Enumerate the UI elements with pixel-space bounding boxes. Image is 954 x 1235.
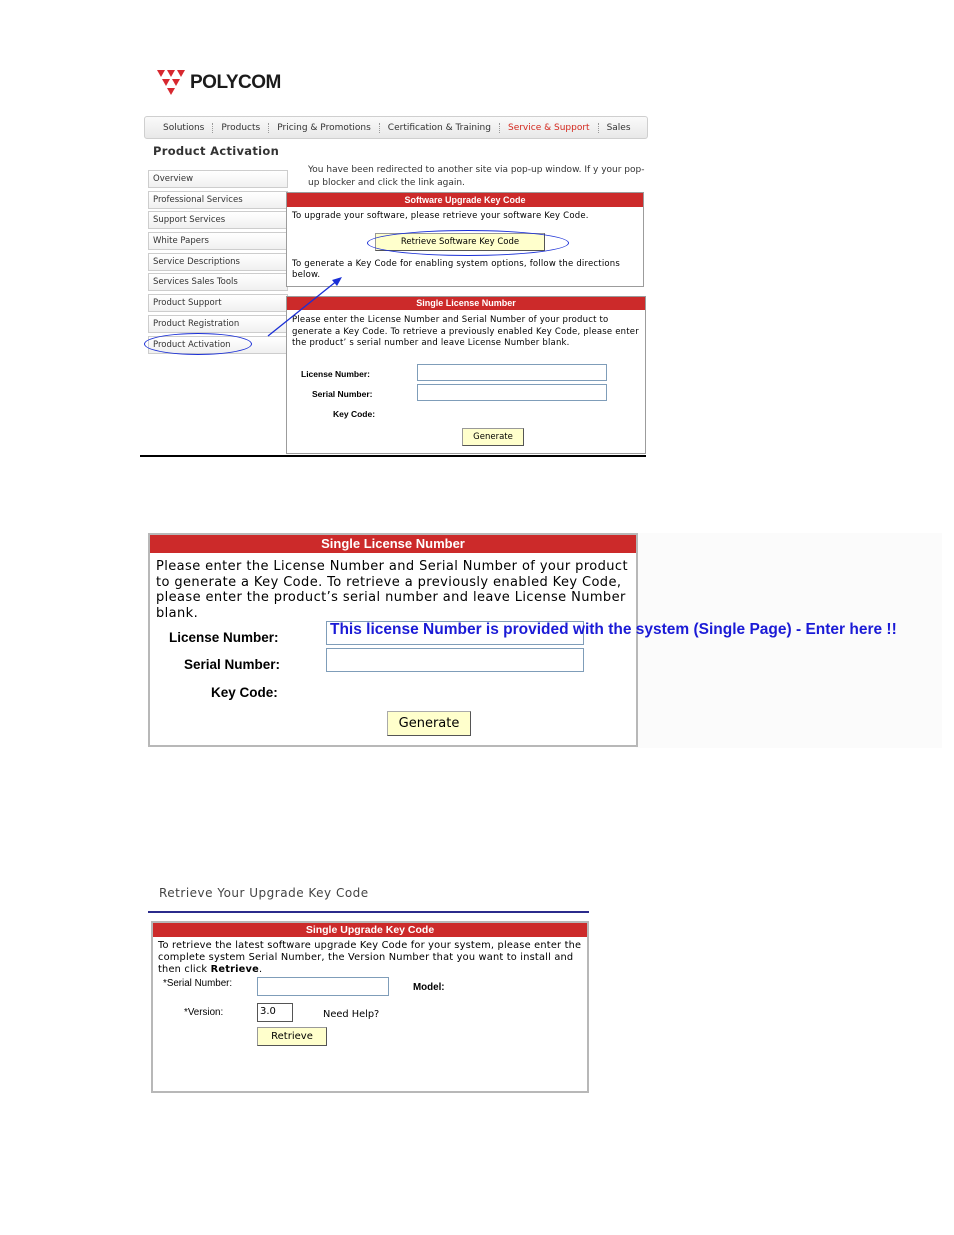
generate-button[interactable]: Generate — [387, 711, 471, 736]
instructions-bold: Retrieve — [210, 964, 259, 975]
sidebar-item-overview[interactable]: Overview — [148, 170, 288, 188]
key-code-label: Key Code: — [333, 409, 376, 419]
screenshot-bottom-border — [140, 455, 646, 457]
serial-number-label: Serial Number: — [312, 389, 373, 399]
panel-intro: To upgrade your software, please retrieve your software Key Code. — [292, 211, 589, 221]
nav-products[interactable]: Products — [213, 123, 269, 133]
sidebar-item-professional-services[interactable]: Professional Services — [148, 191, 288, 209]
serial-number-label: Serial Number: — [184, 657, 281, 672]
generate-button[interactable]: Generate — [462, 428, 524, 446]
sidebar-item-product-activation[interactable]: Product Activation — [148, 336, 288, 354]
page-title: Product Activation — [153, 144, 280, 158]
instructions-end: . — [258, 964, 263, 975]
serial-number-label: *Serial Number: — [163, 978, 233, 989]
sidebar-item-service-descriptions[interactable]: Service Descriptions — [148, 253, 288, 271]
panel-instructions — [158, 940, 583, 976]
panel-title: Software Upgrade Key Code — [287, 193, 643, 207]
license-number-callout: This license Number is provided with the system (Single Page) - Enter here !! — [330, 621, 897, 638]
panel-title: Single License Number — [150, 535, 636, 553]
key-code-label: Key Code: — [211, 685, 278, 700]
retrieve-button[interactable]: Retrieve — [257, 1027, 327, 1046]
license-number-input[interactable] — [417, 364, 607, 381]
retrieve-software-key-code-button[interactable]: Retrieve Software Key Code — [375, 233, 545, 251]
license-number-label: License Number: — [169, 630, 279, 645]
need-help-link[interactable]: Need Help? — [323, 1009, 380, 1020]
retrieve-page-title: Retrieve Your Upgrade Key Code — [159, 886, 369, 900]
model-label: Model: — [413, 982, 445, 993]
nav-certification-training[interactable]: Certification & Training — [380, 123, 500, 133]
redirect-notice: You have been redirected to another site via pop-up window. If y your pop-up blocker and click the link again. — [308, 165, 645, 188]
serial-number-input[interactable] — [257, 977, 389, 996]
panel-note: To generate a Key Code for enabling system options, follow the directions below. — [292, 259, 621, 280]
logo-wordmark: POLYCOM — [190, 72, 281, 93]
single-license-panel — [148, 533, 638, 747]
callout-background — [636, 533, 942, 748]
title-divider — [148, 911, 589, 913]
annotation-arrow — [260, 273, 350, 343]
product-activation-screenshot — [140, 113, 648, 457]
panel-instructions: Please enter the License Number and Serial Number of your product to generate a Key Code. To retrieve a previously enabled Key Code, please enter the product’s serial number and leave License Number blank. — [156, 559, 628, 621]
sidebar-item-white-papers[interactable]: White Papers — [148, 232, 288, 250]
panel-instructions: Please enter the License Number and Serial Number of your product to generate a Key Code. To retrieve a previously enabled Key Code, please enter the product’ s serial number and leave License Number blank. — [292, 315, 639, 348]
nav-pricing-promotions[interactable]: Pricing & Promotions — [269, 123, 380, 133]
version-label: *Version: — [184, 1007, 224, 1018]
sidebar-item-services-sales-tools[interactable]: Services Sales Tools — [148, 273, 288, 291]
sidebar-item-product-registration[interactable]: Product Registration — [148, 315, 288, 333]
polycom-logo — [155, 68, 290, 100]
version-input[interactable]: 3.0 — [257, 1003, 293, 1022]
annotation-circle-retrieve-button — [367, 230, 569, 256]
nav-service-support[interactable]: Service & Support — [500, 123, 599, 133]
sidebar-item-support-services[interactable]: Support Services — [148, 211, 288, 229]
license-number-label: License Number: — [301, 369, 370, 379]
serial-number-input[interactable] — [417, 384, 607, 401]
single-upgrade-key-code-panel — [151, 921, 589, 1093]
nav-sales[interactable]: Sales — [606, 122, 631, 133]
polycom-triangle-icon — [155, 68, 187, 98]
instructions-text: To retrieve the latest software upgrade Key Code for your system, please enter the complete system Serial Number, the Version Number that you want to install and then click — [158, 940, 582, 975]
panel-title: Single License Number — [287, 297, 645, 310]
serial-number-input[interactable] — [326, 648, 584, 672]
panel-title: Single Upgrade Key Code — [153, 923, 587, 937]
annotation-circle-product-activation — [144, 333, 252, 355]
top-navigation — [144, 116, 648, 139]
sidebar-item-product-support[interactable]: Product Support — [148, 294, 288, 312]
nav-solutions[interactable]: Solutions — [155, 123, 213, 133]
